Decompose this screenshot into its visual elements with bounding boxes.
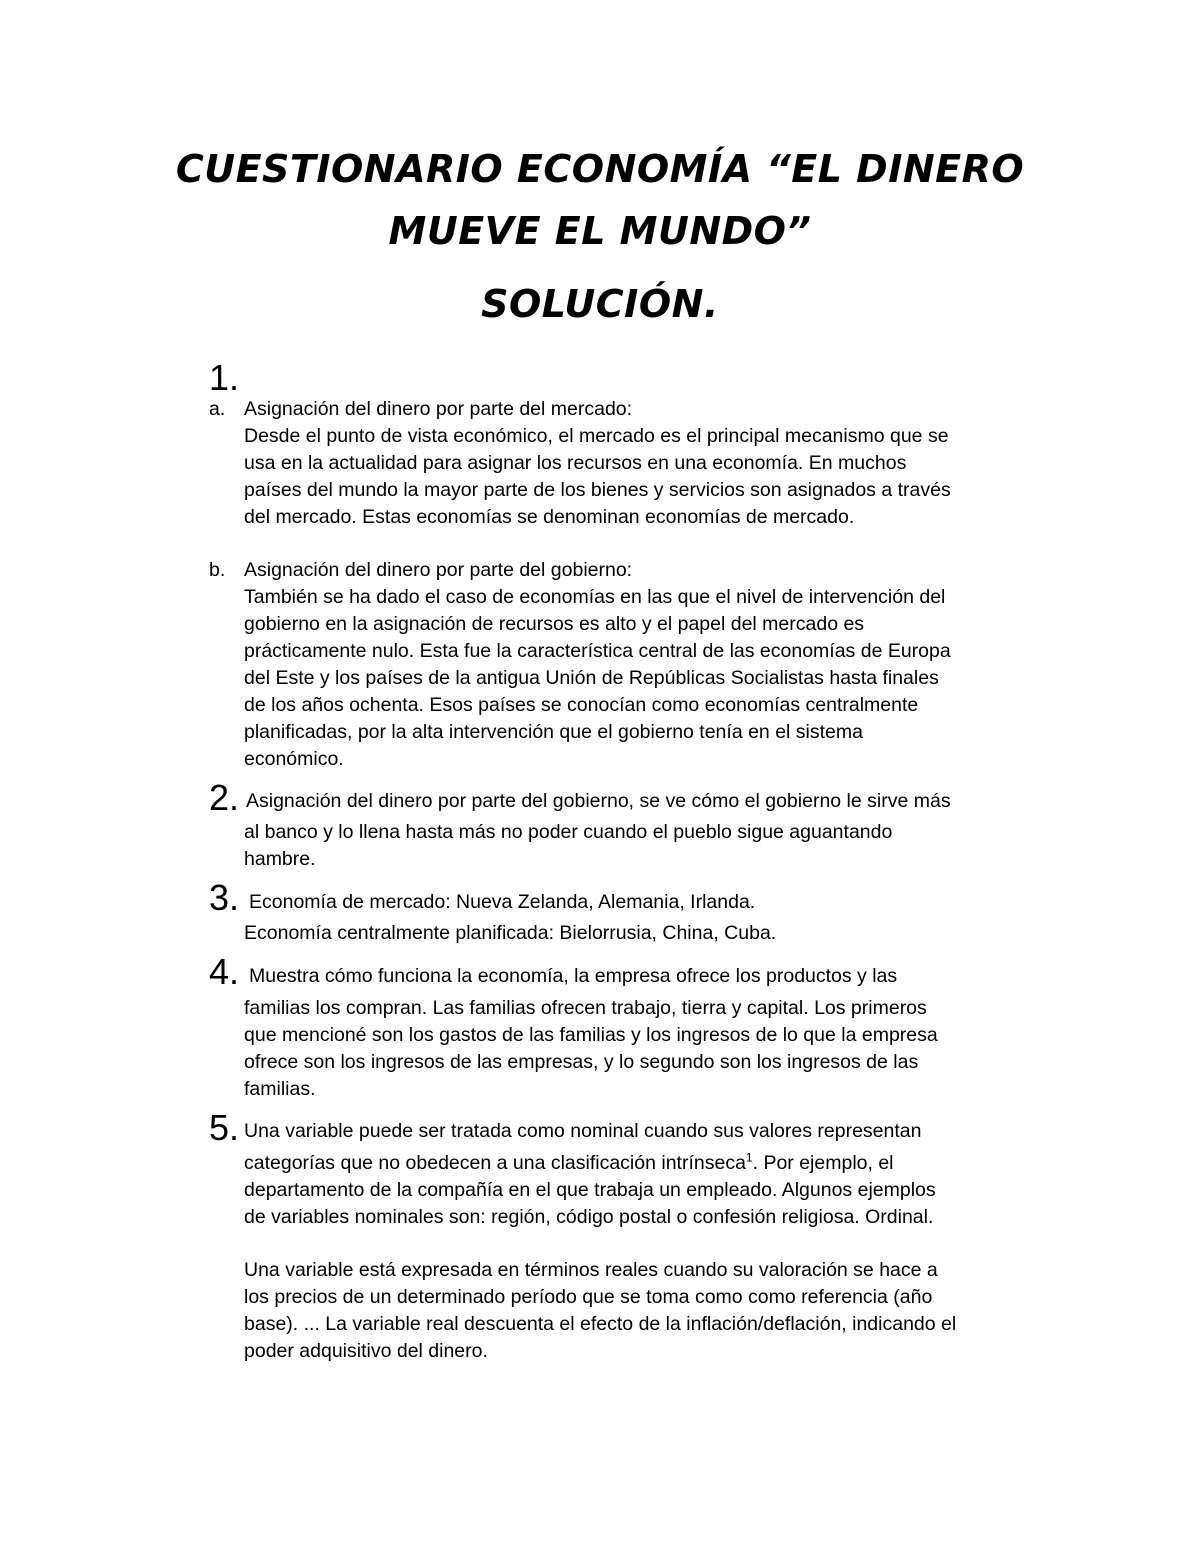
question-4-line: Muestra cómo funciona la economía, la empresa ofrece los productos y las [249,965,898,987]
item-b-line: del Este y los países de la antigua Unión de Repúblicas Socialistas hasta finales [244,667,939,689]
question-2-line: al banco y lo llena hasta más no poder cuando el pueblo sigue aguantando [244,821,893,843]
item-a-heading: Asignación del dinero por parte del mercado: [244,398,633,420]
question-5-text: categorías que no obedecen a una clasificación intrínseca [244,1152,746,1174]
item-b-heading: Asignación del dinero por parte del gobierno: [244,559,633,581]
question-2-line: Asignación del dinero por parte del gobierno, se ve cómo el gobierno le sirve más [246,790,951,812]
item-a-line: usa en la actualidad para asignar los recursos en una economía. En muchos [244,452,907,474]
question-3-line: Economía de mercado: Nueva Zelanda, Alemania, Irlanda. [249,891,756,913]
question-5-line: departamento de la compañía en el que trabaja un empleado. Algunos ejemplos [244,1179,936,1201]
item-b-marker: b. [209,559,226,581]
question-2-line: hambre. [244,848,316,870]
question-4-line: familias. [244,1078,316,1100]
title-line-1: CUESTIONARIO ECONOMÍA “EL DINERO [175,147,1025,191]
item-b-line: gobierno en la asignación de recursos es alto y el papel del mercado es [244,613,865,635]
question-1-number: 1. [209,357,240,398]
question-5-number: 5. [209,1107,240,1148]
question-5-line: Una variable puede ser tratada como nominal cuando sus valores representan [244,1120,922,1142]
question-4-line: ofrece son los ingresos de las empresas, y lo segundo son los ingresos de las [244,1051,919,1073]
item-b-line: económico. [244,748,344,770]
question-5-paragraph-2-line: Una variable está expresada en términos reales cuando su valoración se hace a [244,1259,938,1281]
item-b-line: También se ha dado el caso de economías en las que el nivel de intervención del [244,586,946,608]
item-b-line: de los años ochenta. Esos países se conocían como economías centralmente [244,694,919,716]
item-b-line: prácticamente nulo. Esta fue la característica central de las economías de Europa [244,640,951,662]
question-5-paragraph-2-line: los precios de un determinado período que se toma como como referencia (año [244,1286,933,1308]
question-5-paragraph-2-line: poder adquisitivo del dinero. [244,1340,488,1362]
item-a-marker: a. [209,398,226,420]
item-b-line: planificadas, por la alta intervención que el gobierno tenía en el sistema [244,721,863,743]
question-2-number: 2. [209,777,240,818]
question-3-number: 3. [209,877,240,918]
title-solucion: SOLUCIÓN. [481,282,719,326]
question-5-paragraph-2-line: base). ... La variable real descuenta el efecto de la inflación/deflación, indicando el [244,1313,957,1335]
question-5-line [244,1150,1044,1177]
question-3-line: Economía centralmente planificada: Bielorrusia, China, Cuba. [244,922,777,944]
question-5-line: de variables nominales son: región, código postal o confesión religiosa. Ordinal. [244,1206,934,1228]
question-5-text: . Por ejemplo, el [752,1152,894,1174]
question-4-line: que mencioné son los gastos de las familias y los ingresos de lo que la empresa [244,1024,938,1046]
item-a-line: del mercado. Estas economías se denominan economías de mercado. [244,506,855,528]
question-4-number: 4. [209,951,240,992]
title-line-2: MUEVE EL MUNDO” [388,209,812,253]
footnote-reference: 1 [745,1150,753,1165]
item-a-line: Desde el punto de vista económico, el mercado es el principal mecanismo que se [244,425,949,447]
item-a-line: países del mundo la mayor parte de los bienes y servicios son asignados a través [244,479,951,501]
question-4-line: familias los compran. Las familias ofrecen trabajo, tierra y capital. Los primeros [244,997,927,1019]
